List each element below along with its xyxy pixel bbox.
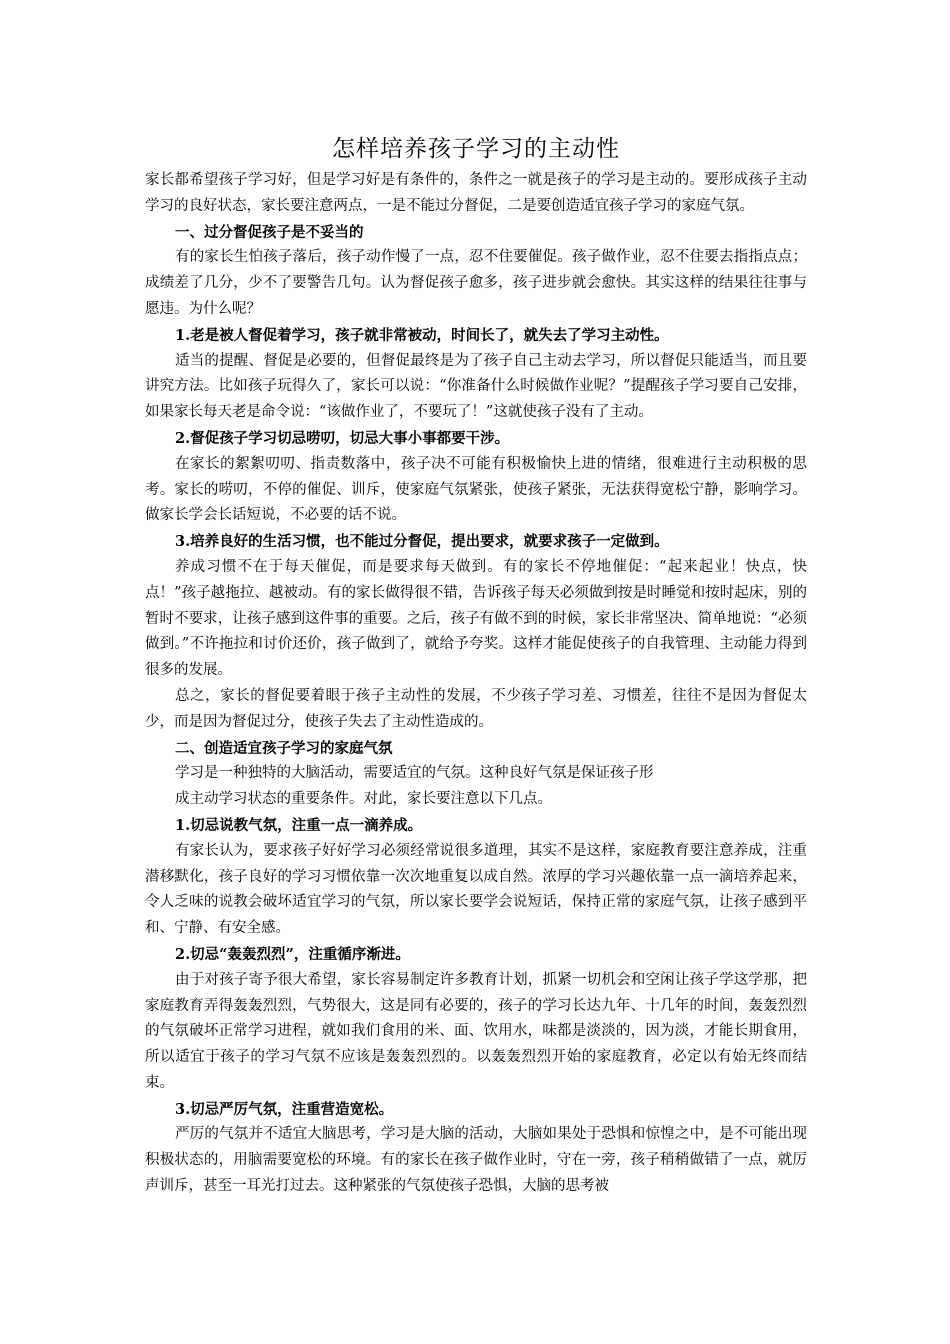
document-title: 怎样培养孩子学习的主动性 — [332, 136, 620, 162]
section-2-point-3-heading: 3.切忌严厉气氛，注重营造宽松。 — [175, 1100, 394, 1118]
section-1-point-1-heading: 1.老是被人督促着学习，孩子就非常被动，时间长了，就失去了学习主动性。 — [175, 326, 669, 344]
section-1-summary: 总之，家长的督促要着眼于孩子主动性的发展，不少孩子学习差、习惯差，往往不是因为督促太少，而是因为督促过分，使孩子失去了主动性造成的。 — [145, 687, 807, 730]
intro-paragraph: 家长都希望孩子学习好，但是学习好是有条件的，条件之一就是孩子的学习是主动的。要形成孩子主动学习的良好状态，家长要注意两点，一是不能过分督促，二是要创造适宜孩子学习的家庭气氛。 — [145, 172, 807, 214]
section-1-point-2-heading: 2.督促孩子学习切忌唠叨，切忌大事小事都要干涉。 — [175, 429, 510, 447]
section-2-point-1-heading: 1.切忌说教气氛，注重一点一滴养成。 — [175, 816, 423, 834]
section-2-intro-line-2: 成主动学习状态的重要条件。对此，家长要注意以下几点。 — [175, 791, 552, 808]
section-1-point-1-body: 适当的提醒、督促是必要的，但督促最终是为了孩子自己主动去学习，所以督促只能适当，而且要讲究方法。比如孩子玩得久了，家长可以说：“你准备什么时候做作业呢？”提醒孩子学习要自己安排，如果家长每天老是命令说：“该做作业了，不要玩了！”这就使孩子没有了主动。 — [145, 352, 807, 421]
section-1-point-3-body: 养成习惯不在于每天催促，而是要求每天做到。有的家长不停地催促：“起来起业！快点，快点！”孩子越拖拉、越被动。有的家长做得很不错，告诉孩子每天必须做到按是时睡觉和按时起床，别的暂时不要求，让孩子感到这件事的重要。之后，孩子有做不到的时候，家长非常坚决、简单地说：“必须做到。”不许拖拉和讨价还价，孩子做到了，就给予夸奖。这样才能促使孩子的自我管理、主动能力得到很多的发展。 — [145, 558, 807, 679]
section-1-heading: 一、过分督促孩子是不妥当的 — [175, 223, 364, 241]
section-2-point-1-body: 有家长认为，要求孩子好好学习必须经常说很多道理，其实不是这样，家庭教育要注意养成，注重潜移默化，孩子良好的学习习惯依靠一次次地重复以成自然。浓厚的学习兴趣依靠一点一滴培养起来，令人乏味的说教会破坏适宜学习的气氛，所以家长要学会说短话，保持正常的家庭气氛，让孩子感到平和、宁静、有安全感。 — [145, 842, 807, 937]
section-2-intro-line-1: 学习是一种独特的大脑活动，需要适宜的气氛。这种良好气氛是保证孩子形 — [175, 765, 654, 782]
section-1-point-3-heading: 3.培养良好的生活习惯，也不能过分督促，提出要求，就要求孩子一定做到。 — [175, 533, 669, 551]
section-1-paragraph: 有的家长生怕孩子落后，孩子动作慢了一点，忍不住要催促。孩子做作业，忍不住要去指指点点；成绩差了几分，少不了要警告几句。认为督促孩子愈多，孩子进步就会愈快。其实这样的结果往往事与愿违。为什么呢？ — [145, 249, 807, 317]
document-page — [145, 132, 807, 1200]
section-1-point-2-body: 在家长的絮絮叨叨、指责数落中，孩子决不可能有积极愉快上进的情绪，很难进行主动积极的思考。家长的唠叨，不停的催促、训斥，使家庭气氛紧张，使孩子紧张，无法获得宽松宁静，影响学习。做家长学会长话短说，不必要的话不说。 — [145, 455, 807, 524]
section-2-point-2-body: 由于对孩子寄予很大希望，家长容易制定许多教育计划，抓紧一切机会和空闲让孩子学这学那，把家庭教育弄得轰轰烈烈，气势很大，这是同有必要的，孩子的学习长达九年、十几年的时间，轰轰烈烈的气氛破坏正常学习进程，就如我们食用的米、面、饮用水，味都是淡淡的，因为淡，才能长期食用，所以适宜于孩子的学习气氛不应该是轰轰烈烈的。以轰轰烈烈开始的家庭教育，必定以有始无终而结束。 — [145, 971, 807, 1091]
section-2-heading: 二、创造适宜孩子学习的家庭气氛 — [175, 739, 393, 757]
section-2-point-2-heading: 2.切忌“轰轰烈烈”，注重循序渐进。 — [175, 945, 410, 963]
section-2-point-3-body: 严厉的气氛并不适宜大脑思考，学习是大脑的活动，大脑如果处于恐惧和惊惶之中，是不可能出现积极状态的，用脑需要宽松的环境。有的家长在孩子做作业时，守在一旁，孩子稍稍做错了一点，就厉声训斥，甚至一耳光打过去。这种紧张的气氛使孩子恐惧，大脑的思考被 — [145, 1126, 807, 1195]
